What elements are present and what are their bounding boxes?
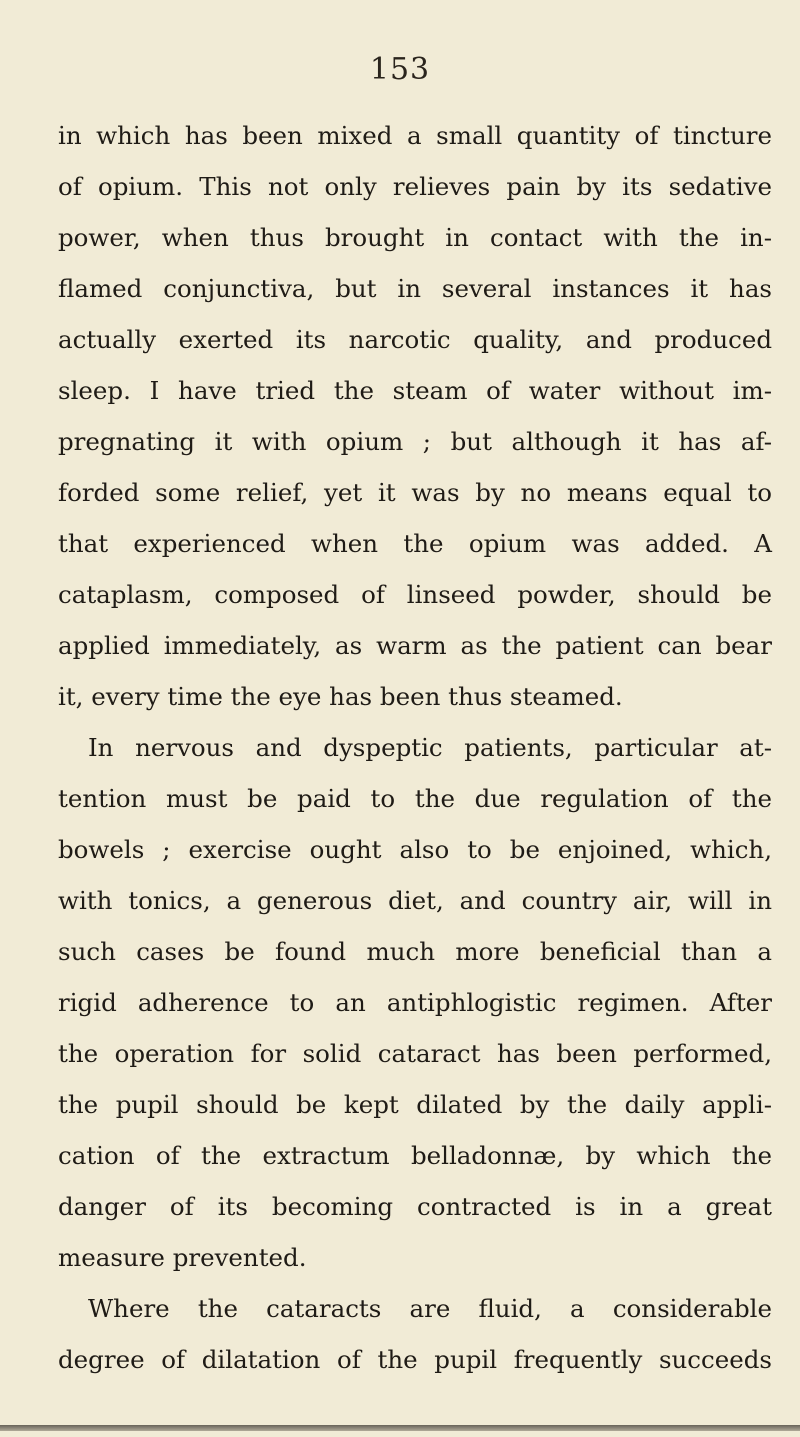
text-line: that experienced when the opium was added. A xyxy=(58,529,772,558)
text-line: actually exerted its narcotic quality, and produced xyxy=(58,325,772,354)
body-text xyxy=(58,110,772,1385)
text-line: pregnating it with opium ; but although it has af- xyxy=(58,427,772,456)
page-bottom-edge xyxy=(0,1425,800,1431)
text-line: in which has been mixed a small quantity of tincture xyxy=(58,121,772,150)
text-line: degree of dilatation of the pupil frequently succeeds xyxy=(58,1345,772,1374)
text-line: power, when thus brought in contact with the in- xyxy=(58,223,772,252)
text-line: the operation for solid cataract has been performed, xyxy=(58,1039,772,1068)
text-line: measure prevented. xyxy=(58,1243,307,1272)
text-line: it, every time the eye has been thus steamed. xyxy=(58,682,623,711)
text-line: In nervous and dyspeptic patients, particular at- xyxy=(88,733,772,762)
page-number: 153 xyxy=(369,52,431,87)
text-line: cataplasm, composed of linseed powder, should be xyxy=(58,580,772,609)
text-line: sleep. I have tried the steam of water without im- xyxy=(58,376,772,405)
text-line: bowels ; exercise ought also to be enjoined, which, xyxy=(58,835,772,864)
text-line: the pupil should be kept dilated by the daily appli- xyxy=(58,1090,772,1119)
text-line: tention must be paid to the due regulation of the xyxy=(58,784,772,813)
text-line: forded some relief, yet it was by no means equal to xyxy=(58,478,772,507)
text-line: of opium. This not only relieves pain by its sedative xyxy=(58,172,772,201)
text-line: with tonics, a generous diet, and country air, will in xyxy=(58,886,772,915)
text-line: applied immediately, as warm as the patient can bear xyxy=(58,631,772,660)
text-line: cation of the extractum belladonnæ, by which the xyxy=(58,1141,772,1170)
text-line: Where the cataracts are fluid, a considerable xyxy=(88,1294,772,1323)
text-line: such cases be found much more beneficial than a xyxy=(58,937,772,966)
text-line: rigid adherence to an antiphlogistic regimen. After xyxy=(58,988,772,1017)
text-line: danger of its becoming contracted is in a great xyxy=(58,1192,772,1221)
text-line: flamed conjunctiva, but in several instances it has xyxy=(58,274,772,303)
